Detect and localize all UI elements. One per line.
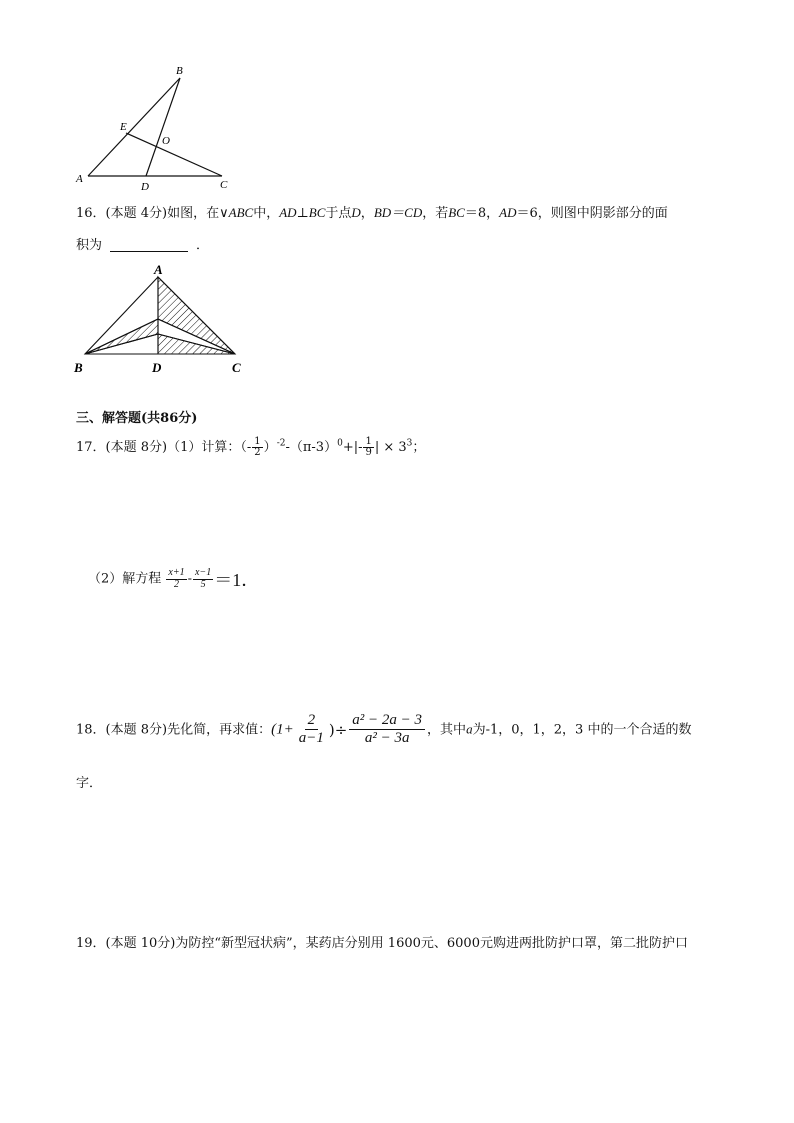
frac-den: 2 bbox=[174, 578, 180, 590]
label-b: B bbox=[176, 65, 183, 77]
exponent: 0 bbox=[337, 438, 343, 449]
q16-point: D bbox=[351, 205, 361, 220]
frac-num: a² − 2a − 3 bbox=[349, 712, 425, 730]
q17-text: （2）解方程 bbox=[88, 571, 162, 587]
q16-text: 如图，在 bbox=[167, 206, 220, 221]
q16-line1 bbox=[76, 202, 668, 221]
frac-den: a² − 3a bbox=[364, 730, 410, 747]
frac-num: 1 bbox=[254, 435, 261, 447]
q17-math: | × 3 bbox=[374, 440, 407, 455]
frac-num: 1 bbox=[365, 435, 372, 447]
q19-line1 bbox=[76, 932, 688, 951]
frac-den: a−1 bbox=[298, 730, 324, 747]
figure-shaded-triangle bbox=[72, 262, 252, 378]
q17-math: +|- bbox=[342, 440, 363, 455]
side-ab bbox=[88, 78, 180, 176]
frac-num: 2 bbox=[305, 712, 319, 730]
q17-math: （- bbox=[240, 440, 252, 455]
q16-cond: AD⊥BC bbox=[279, 205, 326, 220]
q18-math: (1+ bbox=[271, 721, 294, 738]
frac-num: x+1 bbox=[168, 567, 185, 578]
q18-line2: 字． bbox=[76, 776, 103, 791]
q17-math: -（π-3） bbox=[285, 440, 338, 455]
segment-ec bbox=[126, 133, 222, 176]
q16-text: 于点 bbox=[325, 206, 352, 221]
section-title: 三、解答题(共86分) bbox=[76, 411, 198, 426]
label-o: O bbox=[162, 135, 170, 147]
figure-triangle-abc-with-cevians bbox=[70, 60, 250, 195]
frac-num: x−1 bbox=[195, 567, 212, 578]
exponent: 3 bbox=[406, 438, 413, 449]
q17-part2 bbox=[88, 566, 259, 592]
q18-text: 先化简，再求值： bbox=[167, 722, 272, 738]
answer-blank[interactable] bbox=[110, 237, 188, 252]
q16-text: 积为 bbox=[76, 238, 103, 253]
label-c: C bbox=[220, 179, 228, 191]
frac-den: 5 bbox=[200, 578, 206, 590]
q17-math: ＝1． bbox=[214, 570, 260, 590]
q16-cond: BD＝CD bbox=[373, 205, 423, 220]
frac-den: 2 bbox=[254, 447, 261, 458]
fraction-one-half bbox=[252, 437, 262, 459]
fraction-x-plus-1-over-2 bbox=[166, 568, 186, 590]
q19-text: 为防控“新型冠状病”，某药店分别用 1600元、6000元购进两批防护口罩，第二批防护口 bbox=[175, 936, 688, 951]
q18-number: 18． bbox=[76, 722, 106, 738]
q17-part1 bbox=[76, 436, 425, 459]
q17-text: （1）计算： bbox=[167, 440, 241, 455]
q18-variable: a bbox=[466, 721, 473, 737]
q19-number: 19． bbox=[76, 936, 106, 951]
label-b: B bbox=[74, 360, 83, 375]
fraction-one-ninth bbox=[363, 437, 373, 459]
q16-text: ， bbox=[360, 206, 374, 221]
q17-meta: (本题 8分) bbox=[105, 440, 168, 455]
q16-cond: BC bbox=[448, 205, 465, 220]
q17-number: 17． bbox=[76, 440, 106, 455]
q16-text: ． bbox=[196, 238, 210, 253]
q16-number: 16． bbox=[76, 206, 106, 221]
q18-line1 bbox=[76, 712, 691, 748]
label-e: E bbox=[120, 121, 127, 133]
fraction-rational-expression bbox=[349, 712, 425, 748]
q16-triangle: ∨ABC bbox=[219, 205, 254, 220]
label-d: D bbox=[152, 360, 162, 375]
q17-math: - bbox=[187, 571, 193, 587]
frac-den: 9 bbox=[365, 447, 372, 458]
q16-text: ，若 bbox=[422, 206, 449, 221]
label-c: C bbox=[232, 360, 241, 375]
q18-text: 为-1，0，1，2，3 中的一个合适的数 bbox=[472, 722, 692, 738]
q18-text: ，其中 bbox=[427, 722, 467, 738]
side-bd bbox=[146, 78, 180, 176]
q16-meta: (本题 4分) bbox=[105, 206, 168, 221]
exponent: -2 bbox=[276, 438, 286, 449]
q18-meta: (本题 8分) bbox=[105, 722, 168, 738]
q17-math: ； bbox=[412, 440, 426, 455]
label-d: D bbox=[141, 181, 149, 193]
fraction-x-minus-1-over-5 bbox=[193, 568, 213, 590]
q16-text: ＝6，则图中阴影部分的面 bbox=[516, 206, 668, 221]
q19-meta: (本题 10分) bbox=[105, 936, 176, 951]
fraction-2-over-a-minus-1 bbox=[296, 712, 327, 748]
q16-line2 bbox=[76, 234, 209, 253]
q16-text: 中， bbox=[253, 206, 280, 221]
q18-math: )÷ bbox=[328, 720, 348, 739]
label-a: A bbox=[154, 262, 163, 277]
q17-math: ） bbox=[263, 440, 277, 455]
q16-cond: AD bbox=[499, 205, 517, 220]
label-a: A bbox=[76, 173, 83, 185]
q16-text: ＝8， bbox=[464, 206, 500, 221]
